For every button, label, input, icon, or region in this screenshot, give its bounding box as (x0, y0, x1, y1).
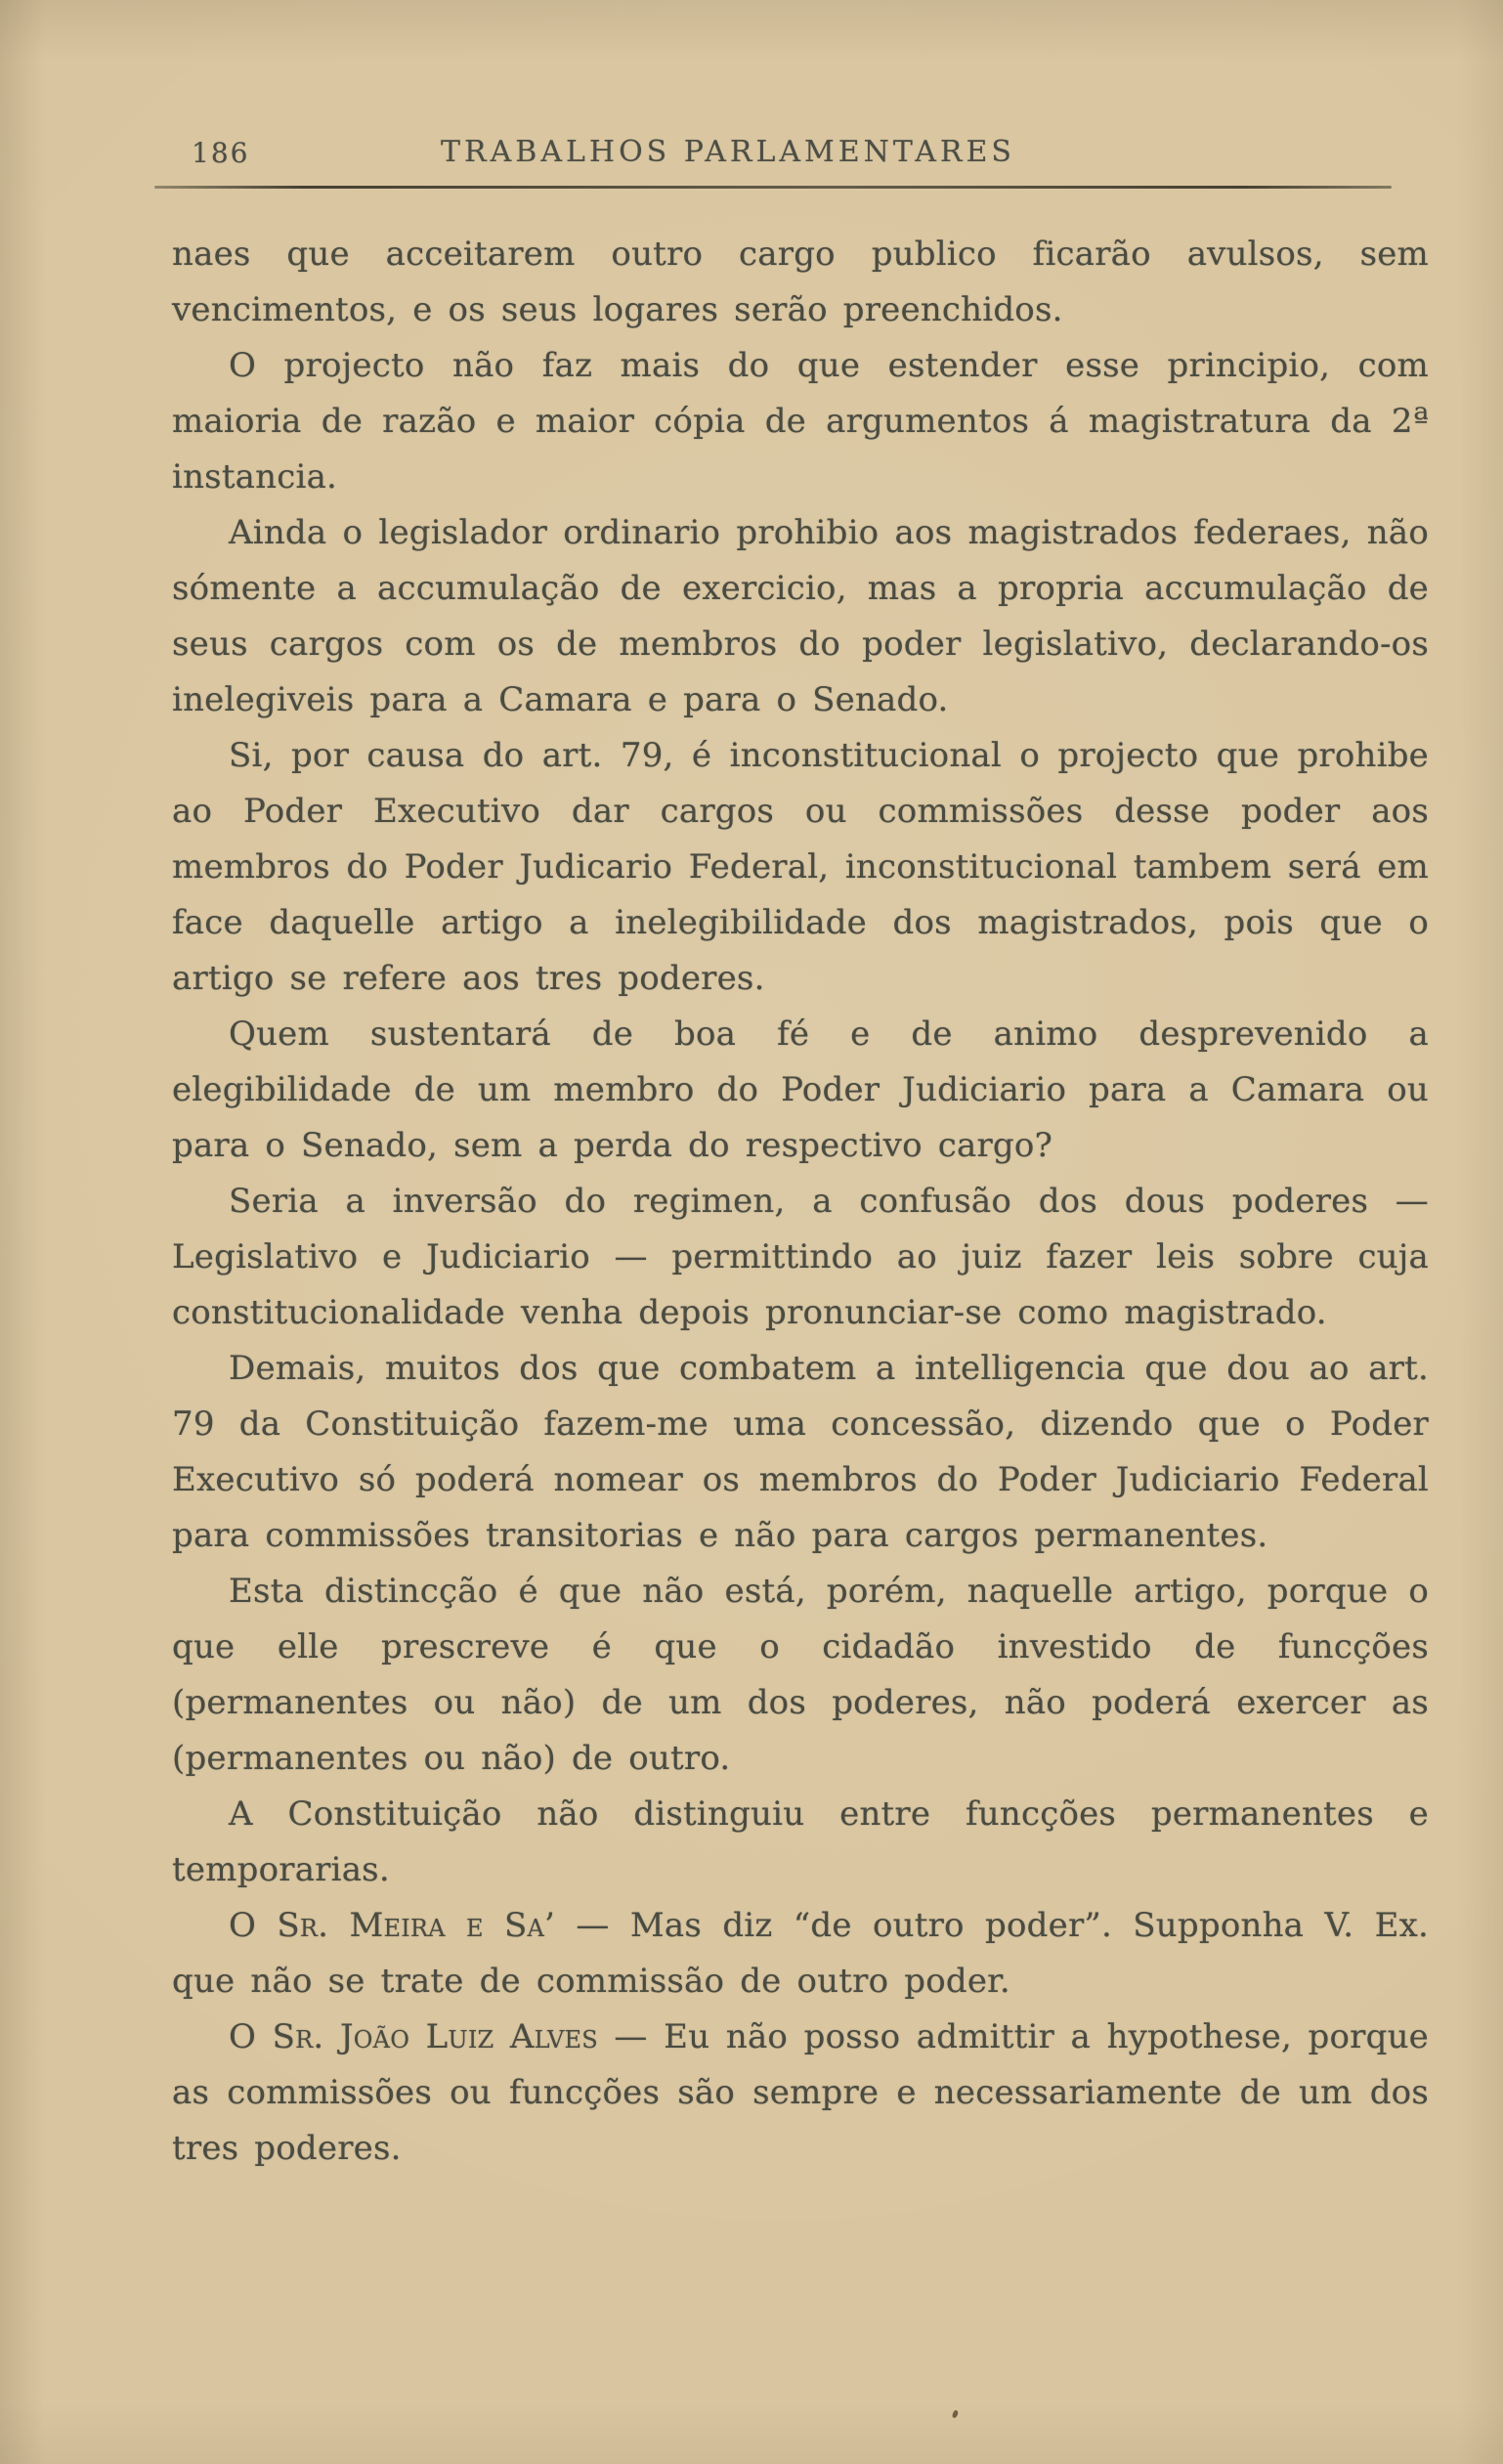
paragraph-speech-joao-luiz-alves (172, 2010, 1429, 2177)
paragraph: Si, por causa do art. 79, é inconstitucional o projecto que prohibe ao Poder Executivo dar cargos ou commissões desse poder aos membros do Poder Judicario Federal, inconstitucional tambem será em face daquelle artigo a inelegibilidade dos magistrados, pois que o artigo se refere aos tres poderes. (172, 736, 1429, 998)
paragraph-continuation: naes que acceitarem outro cargo publico ficarão avulsos, sem vencimentos, e os seus logares serão preenchidos. (172, 235, 1429, 329)
paragraph: Seria a inversão do regimen, a confusão dos dous poderes — Legislativo e Judiciario — permittindo ao juiz fazer leis sobre cuja constitucionalidade venha depois pronunciar-se como magistrado. (172, 1182, 1429, 1332)
header-rule (154, 186, 1392, 189)
paragraph: Ainda o legislador ordinario prohibio aos magistrados federaes, não sómente a accumulação de exercicio, mas a propria accumulação de seus cargos com os de membros do poder legislativo, declarando-os inelegiveis para a Camara e para o Senado. (172, 513, 1429, 719)
speech-text: — Eu não posso admittir a hypothese, porque as commissões ou funcções são sempre e necessariamente de um dos tres poderes. (172, 2017, 1429, 2168)
speaker-name: O Sr. João Luiz Alves (229, 2017, 598, 2056)
paragraph: Demais, muitos dos que combatem a intelligencia que dou ao art. 79 da Constituição fazem-me uma concessão, dizendo que o Poder Executivo só poderá nomear os membros do Poder Judiciario Federal para commissões transitorias e não para cargos permanentes. (172, 1349, 1429, 1555)
ink-speck (952, 2409, 959, 2418)
running-header-title: TRABALHOS PARLAMENTARES (441, 135, 1015, 169)
paragraph: A Constituição não distinguiu entre funcções permanentes e temporarias. (172, 1794, 1429, 1889)
paragraph-speech-meira-e-sa (172, 1898, 1429, 2010)
paragraph: O projecto não faz mais do que estender esse principio, com maioria de razão e maior cópia de argumentos á magistratura da 2ª instancia. (172, 346, 1429, 497)
speech-text: — Mas diz “de outro poder”. Supponha V. Ex. que não se trate de commissão de outro poder. (172, 1906, 1429, 2001)
paragraph: Esta distincção é que não está, porém, naquelle artigo, porque o que elle prescreve é que o cidadão investido de funcções (permanentes ou não) de um dos poderes, não poderá exercer as (permanentes ou não) de outro. (172, 1572, 1429, 1778)
speaker-name: O Sr. Meira e Sa’ (229, 1906, 556, 1945)
page-text-block (172, 227, 1429, 2177)
page-number: 186 (192, 137, 250, 169)
paragraph: Quem sustentará de boa fé e de animo desprevenido a elegibilidade de um membro do Poder Judiciario para a Camara ou para o Senado, sem a perda do respectivo cargo? (172, 1015, 1429, 1165)
